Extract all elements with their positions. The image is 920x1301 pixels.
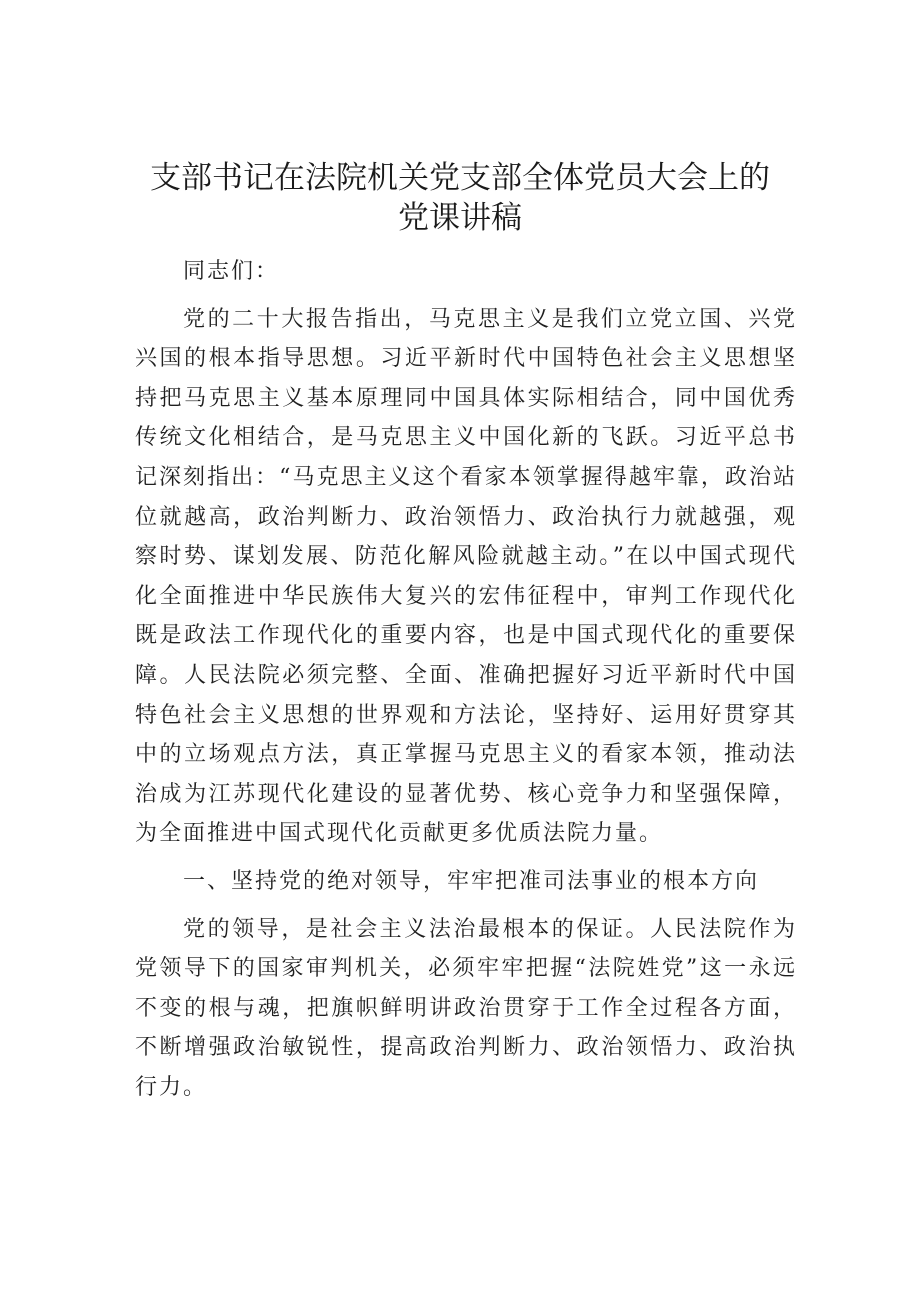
section-paragraph: 党的领导，是社会主义法治最根本的保证。人民法院作为党领导下的国家审判机关，必须牢牢把握“法院姓党”这一永远不变的根与魂，把旗帜鲜明讲政治贯穿于工作全过程各方面，不断增强政治敏锐性，提高政治判断力、政治领悟力、政治执行力。 [135, 916, 797, 1100]
section-heading: 一、坚持党的绝对领导，牢牢把准司法事业的根本方向 [183, 868, 760, 894]
intro-paragraph: 党的二十大报告指出，马克思主义是我们立党立国、兴党兴国的根本指导思想。习近平新时代中国特色社会主义思想坚持把马克思主义基本原理同中国具体实际相结合，同中国优秀传统文化相结合，是马克思主义中国化新的飞跃。习近平总书记深刻指出：“马克思主义这个看家本领掌握得越牢靠，政治站位就越高，政治判断力、政治领悟力、政治执行力就越强，观察时势、谋划发展、防范化解风险就越主动。”在以中国式现代化全面推进中华民族伟大复兴的宏伟征程中，审判工作现代化既是政法工作现代化的重要内容，也是中国式现代化的重要保障。人民法院必须完整、全面、准确把握好习近平新时代中国特色社会主义思想的世界观和方法论，坚持好、运用好贯穿其中的立场观点方法，真正掌握马克思主义的看家本领，推动法治成为江苏现代化建设的显著优势、核心竞争力和坚强保障，为全面推进中国式现代化贡献更多优质法院力量。 [135, 306, 797, 847]
salutation: 同志们： [183, 259, 280, 284]
document-title [130, 158, 790, 238]
document-body [135, 252, 797, 1115]
document-title-line1: 支部书记在法院机关党支部全体党员大会上的 [150, 160, 770, 196]
document-title-line2: 党课讲稿 [398, 200, 522, 236]
